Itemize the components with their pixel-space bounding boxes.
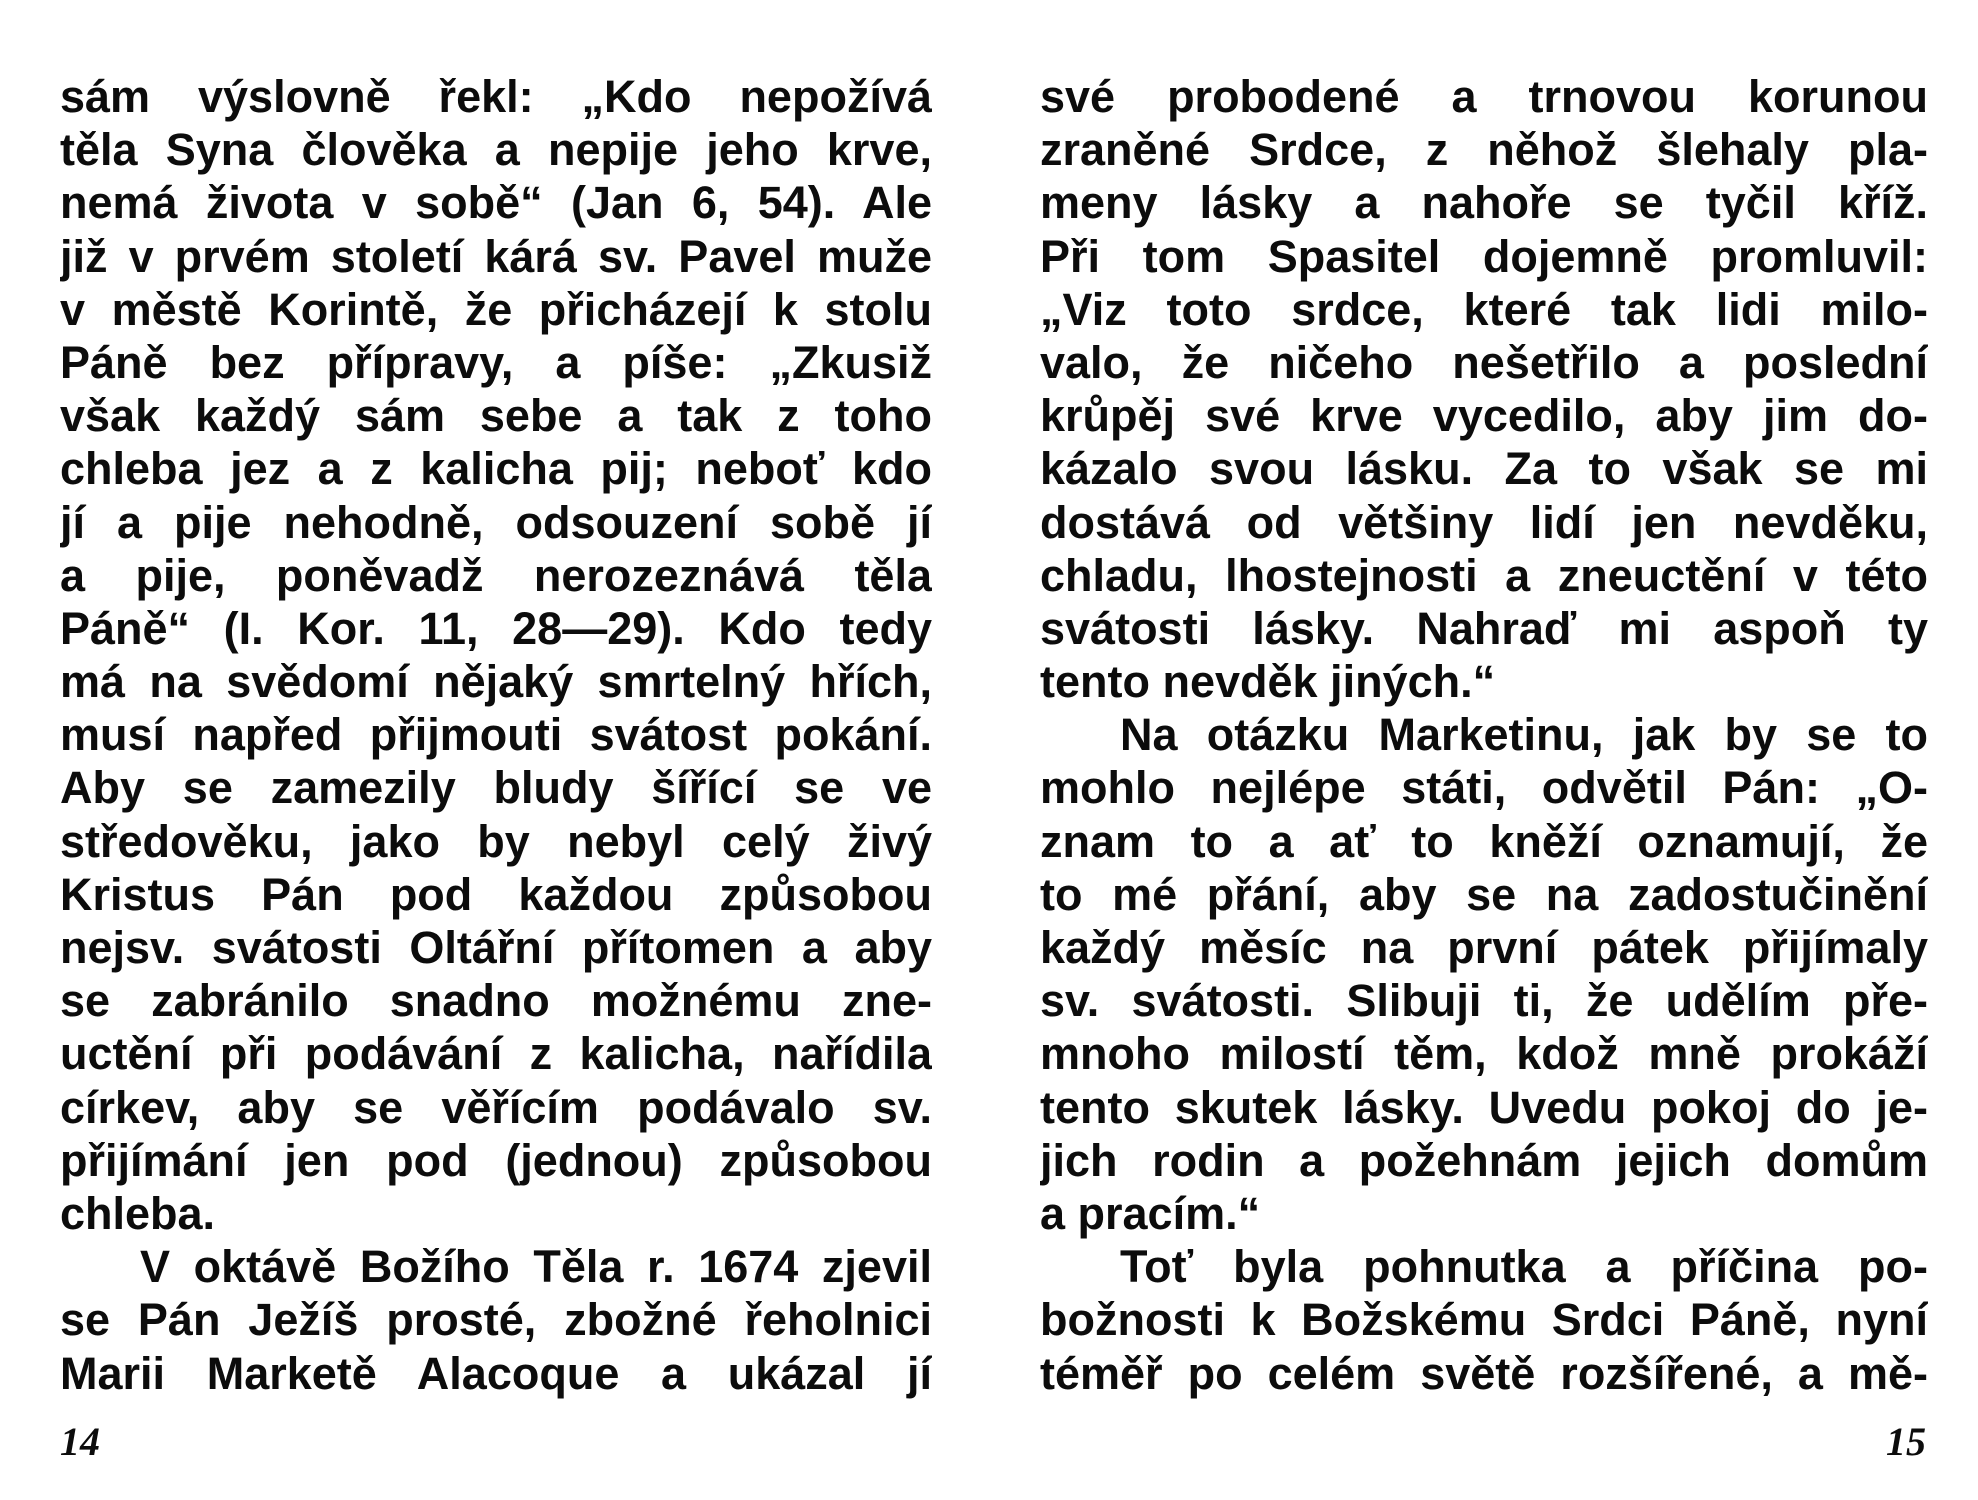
text-line: se Pán Ježíš prosté, zbožné řeholnici [60,1294,932,1346]
text-line: V oktávě Božího Těla r. 1674 zjevil [140,1241,932,1293]
text-line: má na svědomí nějaký smrtelný hřích, [60,656,932,708]
text-line: již v prvém století kárá sv. Pavel muže [60,230,932,282]
text-line: meny lásky a nahoře se tyčil kříž. [1040,177,1928,229]
text-line: svátosti lásky. Nahraď mi aspoň ty [1040,602,1928,654]
text-line: téměř po celém světě rozšířené, a mě- [1040,1347,1928,1399]
text-line: valo, že ničeho nešetřilo a poslední [1040,336,1928,388]
text-line: těla Syna člověka a nepije jeho krve, [60,124,932,176]
text-line: a pracím.“ [1040,1187,1261,1239]
text-line: Páně“ (I. Kor. 11, 28—29). Kdo tedy [60,602,932,654]
text-line: však každý sám sebe a tak z toho [60,390,932,442]
text-line: své probodené a trnovou korunou [1040,71,1928,122]
text-line: znam to a ať to kněží oznamují, že [1040,815,1928,867]
text-line: nemá života v sobě“ (Jan 6, 54). Ale [60,177,932,229]
text-line: tento nevděk jiných.“ [1040,656,1496,708]
text-line: božnosti k Božskému Srdci Páně, nyní [1040,1294,1928,1346]
text-line: chleba. [60,1187,216,1239]
text-line: Kristus Pán pod každou způsobou [60,868,932,920]
text-line: chladu, lhostejnosti a zneuctění v této [1040,549,1928,601]
text-line: Aby se zamezily bludy šířící se ve [60,762,932,814]
text-line: jich rodin a požehnám jejich domům [1040,1134,1928,1186]
text-line: církev, aby se věřícím podávalo sv. [60,1081,932,1133]
text-line: se zabránilo snadno možnému zne- [60,975,932,1027]
text-line: chleba jez a z kalicha pij; neboť kdo [60,443,932,495]
text-line: jí a pije nehodně, odsouzení sobě jí [60,496,932,548]
text-line: Při tom Spasitel dojemně promluvil: [1040,230,1928,282]
text-line: sám výslovně řekl: „Kdo nepožívá [60,71,932,122]
text-line: středověku, jako by nebyl celý živý [60,815,932,867]
text-line: kázalo svou lásku. Za to však se mi [1040,443,1928,495]
text-line: Na otázku Marketinu, jak by se to [1120,709,1928,761]
left-page-text [60,70,932,1400]
text-line: to mé přání, aby se na zadostučinění [1040,868,1928,920]
text-line: přijímání jen pod (jednou) způsobou [60,1134,932,1186]
text-line: „Viz toto srdce, které tak lidi milo- [1040,283,1928,335]
right-page-text [1040,70,1928,1400]
text-line: uctění při podávání z kalicha, nařídila [60,1028,932,1080]
text-line: nejsv. svátosti Oltářní přítomen a aby [60,922,932,973]
text-line: krůpěj své krve vycedilo, aby jim do- [1040,390,1928,442]
text-line: tento skutek lásky. Uvedu pokoj do je- [1040,1081,1928,1133]
page-number-right: 15 [1886,1419,1926,1464]
text-line: musí napřed přijmouti svátost pokání. [60,709,932,761]
text-line: mohlo nejlépe státi, odvětil Pán: „O- [1040,762,1928,814]
page-number-left: 14 [60,1419,100,1464]
text-line: Páně bez přípravy, a píše: „Zkusiž [60,336,932,388]
text-line: Toť byla pohnutka a příčina po- [1120,1241,1928,1293]
text-line: a pije, poněvadž nerozeznává těla [60,549,932,601]
text-line: každý měsíc na první pátek přijímaly [1040,922,1928,973]
text-line: Marii Marketě Alacoque a ukázal jí [60,1347,932,1399]
text-line: mnoho milostí těm, kdož mně prokáží [1040,1028,1928,1080]
text-line: zraněné Srdce, z něhož šlehaly pla- [1040,124,1928,176]
text-line: sv. svátosti. Slibuji ti, že udělím pře- [1040,975,1928,1027]
text-line: dostává od většiny lidí jen nevděku, [1040,496,1928,548]
text-line: v městě Korintě, že přicházejí k stolu [60,283,932,335]
